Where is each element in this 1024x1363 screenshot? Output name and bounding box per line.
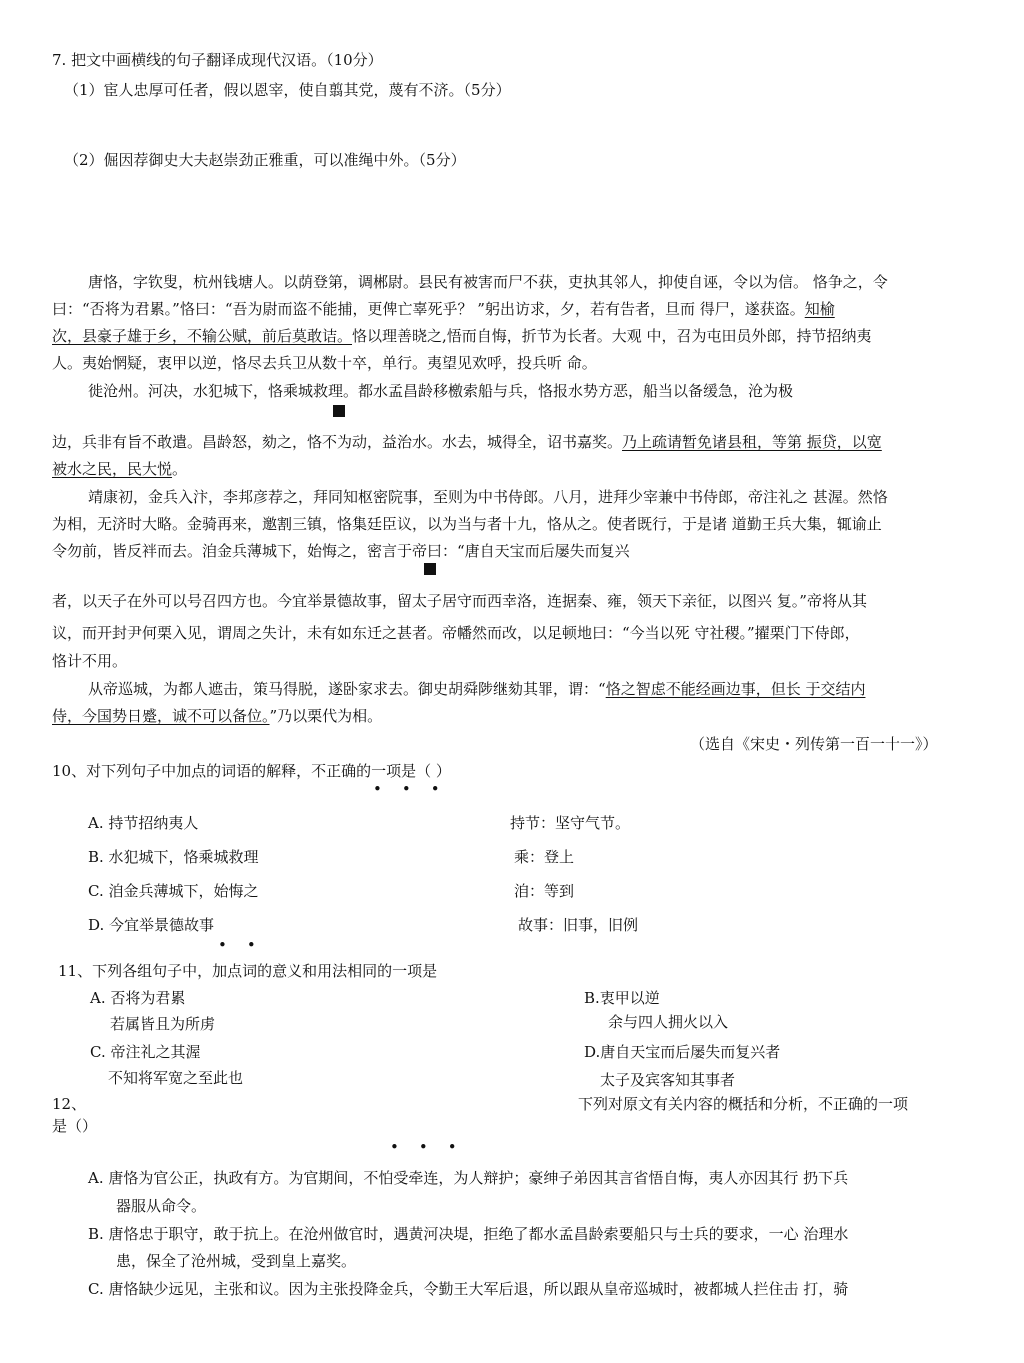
q12-option-b: B. 唐恪忠于职守，敢于抗上。在沧州做官时，遇黄河决堤，拒绝了都水孟昌龄索要船只与士兵的要求，一心 治理水 <box>88 1225 849 1243</box>
passage-line: 被水之民，民大悦。 <box>52 460 188 478</box>
underlined-sentence: 次，县豪子雄于乡，不输公赋，前后莫敢诘。 <box>52 327 353 345</box>
passage-line: 侍，今国势日蹙，诚不可以备位。”乃以栗代为相。 <box>52 707 383 725</box>
passage-line: 靖康初，金兵入汴，李邦彦荐之，拜同知枢密院事，至则为中书侍郎。八月，进拜少宰兼中书侍郎，帝注礼之 甚渥。然恪 <box>88 488 888 506</box>
passage-line: 次，县豪子雄于乡，不输公赋，前后莫敢诘。恪以理善晓之,悟而自悔，折节为长者。大观 中，召为屯田员外郎，持节招纳夷 <box>52 327 872 345</box>
passage-line: 人。夷始惘疑，衷甲以逆，恪尽去兵卫从数十卒，单行。夷望见欢呼，投兵听 命。 <box>52 354 597 372</box>
square-mark <box>333 405 345 417</box>
q7-item-1: （1）宦人忠厚可任者，假以恩宰，使自翦其党，蔑有不济。（5分） <box>64 81 511 99</box>
q7-item-2: （2）倔因荐御史大夫赵崇劲正雅重，可以准绳中外。（5分） <box>64 151 466 169</box>
passage-line: 从帝巡城，为都人遮击，策马得脱，遂卧家求去。御史胡舜陟继劾其罪，谓：“恪之智虑不能经画边事，但长 于交结内 <box>88 680 866 698</box>
q11-option-b-2: 余与四人拥火以入 <box>608 1013 729 1031</box>
passage-line: 徙沧州。河决，水犯城下，恪乘城救理。都水孟昌龄移檄索船与兵，恪报水势方恶，船当以备缓急，沧为极 <box>88 382 794 400</box>
q11-option-d-2: 太子及宾客知其事者 <box>600 1071 736 1089</box>
q11-option-d-1: D.唐自天宝而后屡失而复兴者 <box>584 1043 781 1061</box>
passage-line: 令勿前，皆反袢而去。洎金兵薄城下，始悔之，密言于帝曰：“唐自天宝而后屡失而复兴 <box>52 542 630 560</box>
passage-line: 恪计不用。 <box>52 652 128 670</box>
passage-line: 议，而开封尹何栗入见，谓周之失计，未有如东迁之甚者。帝幡然而改，以足顿地曰：“今当以死 守社稷。”擢栗门下侍郎， <box>52 624 860 642</box>
q10-option-d: D. 今宜举景德故事 <box>88 916 215 934</box>
passage-line: 唐恪，字钦叟，杭州钱塘人。以荫登第，调郴尉。县民有被害而尸不获，吏执其邻人，抑使自诬，令以为信。 恪争之，令 <box>88 273 888 291</box>
underlined-sentence: 知榆 <box>804 300 835 318</box>
q12-option-a-cont: 器服从命令。 <box>116 1197 207 1215</box>
passage-line: 曰：“否将为君累。”恪曰：“吾为尉而盗不能捕，更俾亡辜死乎？ ”躬出访求，夕，若有告者，旦而 得尸，遂获盗。知榆 <box>52 300 835 318</box>
underlined-sentence: 被水之民，民大悦 <box>52 460 173 478</box>
passage-line: 为相，无济时大略。金骑再来，邀割三镇，恪集廷臣议，以为当与者十九，恪从之。使者既行，于是诸 道勤王兵大集，辄谕止 <box>52 515 882 533</box>
underlined-sentence: 侍，今国势日蹙，诚不可以备位。 <box>52 707 270 725</box>
q12-title: 下列对原文有关内容的概括和分析，不正确的一项 <box>578 1095 909 1113</box>
q12-number: 12、 <box>52 1095 87 1113</box>
q10-option-b: B. 水犯城下，恪乘城救理 <box>88 848 259 866</box>
q10-option-d-explanation: 故事：旧事，旧例 <box>518 916 639 934</box>
q10-title: 10、对下列句子中加点的词语的解释，不正确的一项是（ ） <box>52 762 451 780</box>
q11-option-c-2: 不知将军宽之至此也 <box>108 1069 244 1087</box>
underlined-sentence: 乃上疏请暂免诸县租，等第 振贷，以宽 <box>622 433 882 451</box>
passage-line: 者，以天子在外可以号召四方也。今宜举景德故事，留太子居守而西幸洛，连据秦、雍，领天下亲征，以图兴 复。”帝将从其 <box>52 592 867 610</box>
q10-option-c: C. 洎金兵薄城下，始悔之 <box>88 882 259 900</box>
q11-title: 11、下列各组句子中，加点词的意义和用法相同的一项是 <box>58 962 438 980</box>
passage-line: 边，兵非有旨不敢遣。昌龄怒，劾之，恪不为动，益治水。水去，城得全，诏书嘉奖。乃上疏请暂免诸县租，等第 振贷，以宽 <box>52 433 882 451</box>
q12-option-a: A. 唐恪为官公正，执政有方。为官期间，不怕受牵连，为人辩护；豪绅子弟因其言省悟自悔，夷人亦因其行 扔下兵 <box>88 1169 849 1187</box>
q11-option-a-2: 若属皆且为所虏 <box>110 1015 216 1033</box>
q12-title-tail: 是（） <box>52 1117 98 1135</box>
underlined-sentence: 恪之智虑不能经画边事，但长 于交结内 <box>605 680 866 698</box>
q11-option-b-1: B.衷甲以逆 <box>584 989 660 1007</box>
q7-title: 7. 把文中画横线的句子翻译成现代汉语。（10分） <box>52 51 383 69</box>
q12-option-c: C. 唐恪缺少远见，主张和议。因为主张投降金兵，令勤王大军后退，所以跟从皇帝巡城时，被都城人拦住击 打，骑 <box>88 1280 849 1298</box>
q11-option-c-1: C. 帝注礼之其渥 <box>90 1043 201 1061</box>
emphasis-dots: ••• <box>373 780 460 798</box>
emphasis-dots: ••• <box>390 1138 477 1156</box>
q10-option-a: A. 持节招纳夷人 <box>88 814 199 832</box>
q10-option-c-explanation: 洎：等到 <box>514 882 575 900</box>
emphasis-dots: •• <box>218 936 276 954</box>
square-mark <box>424 563 436 575</box>
q11-option-a-1: A. 否将为君累 <box>90 989 186 1007</box>
q12-option-b-cont: 患，保全了沧州城，受到皇上嘉奖。 <box>116 1252 357 1270</box>
q10-option-b-explanation: 乘：登上 <box>514 848 575 866</box>
passage-source: （选自《宋史・列传第一百一十一》） <box>690 735 938 753</box>
q10-option-a-explanation: 持节：坚守气节。 <box>510 814 631 832</box>
